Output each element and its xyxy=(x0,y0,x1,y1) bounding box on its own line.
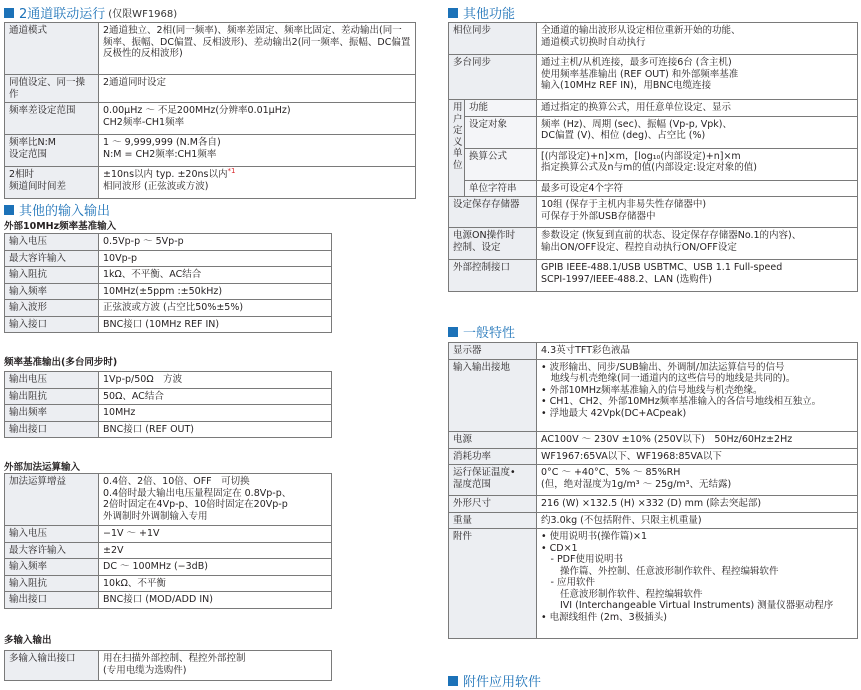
row-label: 多输入输出接口 xyxy=(5,651,99,681)
row-label: 输出频率 xyxy=(5,405,99,422)
row-value: 最多可设定4个字符 xyxy=(537,180,858,197)
row-value: 0°C ～ +40°C、5% ～ 85%RH (但，绝对湿度为1g/m³ ～ 25g/m³、无结露) xyxy=(537,465,858,496)
subsection-title-ref-input: 外部10MHz频率基准输入 xyxy=(4,221,117,232)
row-value: BNC接口 (10MHz REF IN) xyxy=(99,316,332,333)
section-header-other-functions xyxy=(448,3,515,22)
row-label: 重量 xyxy=(449,512,537,529)
row-label: 输入阻抗 xyxy=(5,267,99,284)
table-row xyxy=(5,75,416,103)
row-label: 相位同步 xyxy=(449,23,537,55)
row-label: 输入频率 xyxy=(5,559,99,576)
table-row xyxy=(5,559,416,576)
section-header-other-io xyxy=(4,200,110,219)
row-label: 外部控制接口 xyxy=(449,260,537,292)
section-header-general xyxy=(448,322,515,341)
row-value: • 波形输出、同步/SUB输出、外调制/加法运算信号的信号 地线与机壳绝缘(同一通道内的这些信号的地线是共同的)。 • 外部10MHz频率基准输入的信号地线与机壳绝缘。 • CH1、CH2、外部10MHz频率基准输入的各信号地线相互独立。 • 浮地最大 42Vpk(DC+ACpeak) xyxy=(537,359,858,431)
square-bullet-icon xyxy=(448,676,458,686)
table-row xyxy=(449,148,858,180)
row-value: 0.4倍、2倍、10倍、OFF 可切换 0.4倍时最大输出电压量程固定在 0.8Vp-p、 2倍时固定在4Vp-p、10倍时固定在20Vp-p 外调制时外调制输入专用 xyxy=(99,474,332,526)
row-value: 10Vp-p xyxy=(99,250,332,267)
row-value: 参数设定 (恢复到直前的状态、设定保存存储器No.1的内容)、 输出ON/OFF设定、程控自动执行ON/OFF设定 xyxy=(537,228,858,260)
row-value: 用在扫描外部控制、程控外部控制 (专用电缆为选购件) xyxy=(99,651,332,681)
section-title: 附件应用软件 xyxy=(463,675,542,690)
row-label: 输出阻抗 xyxy=(5,388,99,405)
row-label: 单位字符串 xyxy=(465,180,537,197)
row-value: 2通道同时设定 xyxy=(99,75,416,103)
row-label: 设定保存存储器 xyxy=(449,197,537,228)
row-value: 正弦波或方波 (占空比50%±5%) xyxy=(99,300,332,317)
row-value: [(内部设定)+n]×m，[log₁₀(内部设定)+n]×m 指定换算公式及n与m的值(内部设定:设定对象的值) xyxy=(537,148,858,180)
row-value: WF1967:65VA以下、WF1968:85VA以下 xyxy=(537,448,858,465)
row-value: 约3.0kg (不包括附件、只限主机重量) xyxy=(537,512,858,529)
row-value: BNC接口 (REF OUT) xyxy=(99,421,332,438)
table-row xyxy=(5,250,416,267)
table-row xyxy=(5,234,416,251)
row-value: 通过指定的换算公式，用任意单位设定、显示 xyxy=(537,100,858,117)
row-value: 全通道的输出波形从设定相位重新开始的功能、 通道模式切换时自动执行 xyxy=(537,23,858,55)
ref-output-spec-table xyxy=(4,371,416,438)
table-row xyxy=(449,431,858,448)
row-label: 最大容许输入 xyxy=(5,542,99,559)
row-value: 0.5Vp-p ～ 5Vp-p xyxy=(99,234,332,251)
row-value: AC100V ～ 230V ±10% (250V以下) 50Hz/60Hz±2Hz xyxy=(537,431,858,448)
row-label: 频率差设定范围 xyxy=(5,103,99,135)
table-row xyxy=(449,180,858,197)
ref-input-spec-table xyxy=(4,233,416,333)
user-unit-group-label: 用户定义单位 xyxy=(449,100,465,197)
table-row xyxy=(5,300,416,317)
table-row xyxy=(449,260,858,292)
footnote-mark: *1 xyxy=(227,166,236,175)
table-row xyxy=(5,316,416,333)
row-label: 同值设定、同一操作 xyxy=(5,75,99,103)
row-label: 最大容许输入 xyxy=(5,250,99,267)
table-row xyxy=(5,372,416,389)
row-label: 附件 xyxy=(449,529,537,639)
square-bullet-icon xyxy=(4,8,14,18)
subsection-title-ref-output: 频率基准输出(多台同步时) xyxy=(4,357,118,368)
row-label: 电源 xyxy=(449,431,537,448)
subsection-title-multi-io: 多输入输出 xyxy=(4,635,52,646)
table-row xyxy=(449,197,858,228)
row-value: 4.3英寸TFT彩色液晶 xyxy=(537,343,858,360)
row-value: 10组 (保存于主机内非易失性存储器中) 可保存于外部USB存储器中 xyxy=(537,197,858,228)
table-row xyxy=(449,496,858,513)
row-value: 通过主机/从机连接，最多可连接6台 (含主机) 使用频率基准输出 (REF OUT) 和外部频率基准 输入(10MHz REF IN)，用BNC电缆连接 xyxy=(537,55,858,100)
row-label: 输出接口 xyxy=(5,421,99,438)
row-value: 1 ～ 9,999,999 (N.M各自) N:M = CH2频率:CH1频率 xyxy=(99,135,416,167)
row-label: 频率比N:M 设定范围 xyxy=(5,135,99,167)
row-label: 输出电压 xyxy=(5,372,99,389)
row-label: 输入输出接地 xyxy=(449,359,537,431)
multi-io-spec-table xyxy=(4,650,416,681)
row-value: 50Ω、AC结合 xyxy=(99,388,332,405)
section-title: 2通道联动运行 xyxy=(19,7,106,22)
table-row xyxy=(5,592,416,609)
row-value: 10MHz xyxy=(99,405,332,422)
row-value: 2通道独立、2相(同一频率)、频率差固定、频率比固定、差动输出(同一频率、振幅、DC偏置、反相波形)、差动输出2(同一频率、振幅、DC偏置反极性的反相波形) xyxy=(99,23,416,75)
table-row xyxy=(449,359,858,431)
row-label: 设定对象 xyxy=(465,116,537,148)
row-label: 输出接口 xyxy=(5,592,99,609)
row-label: 运行保证温度• 湿度范围 xyxy=(449,465,537,496)
row-value: 10kΩ、不平衡 xyxy=(99,575,332,592)
row-label: 输入频率 xyxy=(5,283,99,300)
section-note: (仅限WF1968) xyxy=(108,9,178,20)
row-label: 输入阻抗 xyxy=(5,575,99,592)
row-value: 1kΩ、不平衡、AC结合 xyxy=(99,267,332,284)
table-row xyxy=(5,651,417,681)
row-value: 0.00μHz ～ 不足200MHz(分辨率0.01μHz) CH2频率-CH1频率 xyxy=(99,103,416,135)
section-title: 其他功能 xyxy=(463,7,516,22)
dual-channel-spec-table xyxy=(4,22,416,199)
row-label: 功能 xyxy=(465,100,537,117)
square-bullet-icon xyxy=(4,205,14,215)
section-header-software xyxy=(448,671,541,690)
row-value: GPIB IEEE-488.1/USB USBTMC、USB 1.1 Full-speed SCPI-1997/IEEE-488.2、LAN (选购件) xyxy=(537,260,858,292)
table-row xyxy=(449,55,858,100)
table-row xyxy=(449,343,858,360)
row-value: 1Vp-p/50Ω 方波 xyxy=(99,372,332,389)
waveform-condition: 相同波形 (正弦波或方波) xyxy=(103,180,209,192)
table-row xyxy=(5,526,416,543)
row-label: 加法运算增益 xyxy=(5,474,99,526)
table-row xyxy=(449,512,858,529)
row-value xyxy=(99,167,416,199)
table-row xyxy=(5,283,416,300)
row-label: 通道模式 xyxy=(5,23,99,75)
row-label: 输入电压 xyxy=(5,234,99,251)
table-row xyxy=(449,100,858,117)
row-label: 消耗功率 xyxy=(449,448,537,465)
table-row xyxy=(449,529,858,639)
row-label: 输入波形 xyxy=(5,300,99,317)
table-row xyxy=(5,575,416,592)
row-value: 10MHz(±5ppm :±50kHz) xyxy=(99,283,332,300)
row-label: 换算公式 xyxy=(465,148,537,180)
table-row xyxy=(5,405,416,422)
row-label: 输入电压 xyxy=(5,526,99,543)
row-value: • 使用说明书(操作篇)×1 • CD×1 - PDF使用说明书 操作篇、外控制、任意波形制作软件、程控编辑软件 - 应用软件 任意波形制作软件、程控编辑软件 IVI (Interchangeable Virtual Instruments) 测量仪器驱动程序 • 电源线组件 (2m、3极插头) xyxy=(537,529,858,639)
table-row xyxy=(449,448,858,465)
section-title: 其他的输入输出 xyxy=(19,204,111,219)
row-value: DC ～ 100MHz (−3dB) xyxy=(99,559,332,576)
table-row xyxy=(5,23,416,75)
table-row xyxy=(5,388,416,405)
add-input-spec-table xyxy=(4,473,416,609)
table-row xyxy=(5,421,416,438)
row-label: 输入接口 xyxy=(5,316,99,333)
square-bullet-icon xyxy=(448,8,458,18)
table-row xyxy=(449,23,858,55)
general-spec-table xyxy=(448,342,858,639)
row-value: −1V ～ +1V xyxy=(99,526,332,543)
table-row xyxy=(449,116,858,148)
row-label: 多台同步 xyxy=(449,55,537,100)
row-label: 电源ON操作时 控制、设定 xyxy=(449,228,537,260)
row-value: BNC接口 (MOD/ADD IN) xyxy=(99,592,332,609)
table-row xyxy=(449,465,858,496)
square-bullet-icon xyxy=(448,327,458,337)
table-row xyxy=(5,103,416,135)
table-row xyxy=(449,228,858,260)
table-row xyxy=(5,167,416,199)
section-header-dual-channel xyxy=(4,3,177,22)
table-row xyxy=(5,135,416,167)
table-row xyxy=(5,267,416,284)
row-value: ±2V xyxy=(99,542,332,559)
row-label: 外形尺寸 xyxy=(449,496,537,513)
section-title: 一般特性 xyxy=(463,326,516,341)
row-label: 2相时 频道间时间差 xyxy=(5,167,99,199)
table-row xyxy=(5,474,416,526)
row-value: 216 (W) ×132.5 (H) ×332 (D) mm (除去突起部) xyxy=(537,496,858,513)
other-functions-spec-table xyxy=(448,22,858,292)
subsection-title-add-input: 外部加法运算输入 xyxy=(4,462,81,473)
row-label: 显示器 xyxy=(449,343,537,360)
row-value: 频率 (Hz)、周期 (sec)、振幅 (Vp-p, Vpk)、 DC偏置 (V)、相位 (deg)、占空比 (%) xyxy=(537,116,858,148)
time-difference-value: ±10ns以内 typ. ±20ns以内 xyxy=(103,169,228,180)
table-row xyxy=(5,542,416,559)
